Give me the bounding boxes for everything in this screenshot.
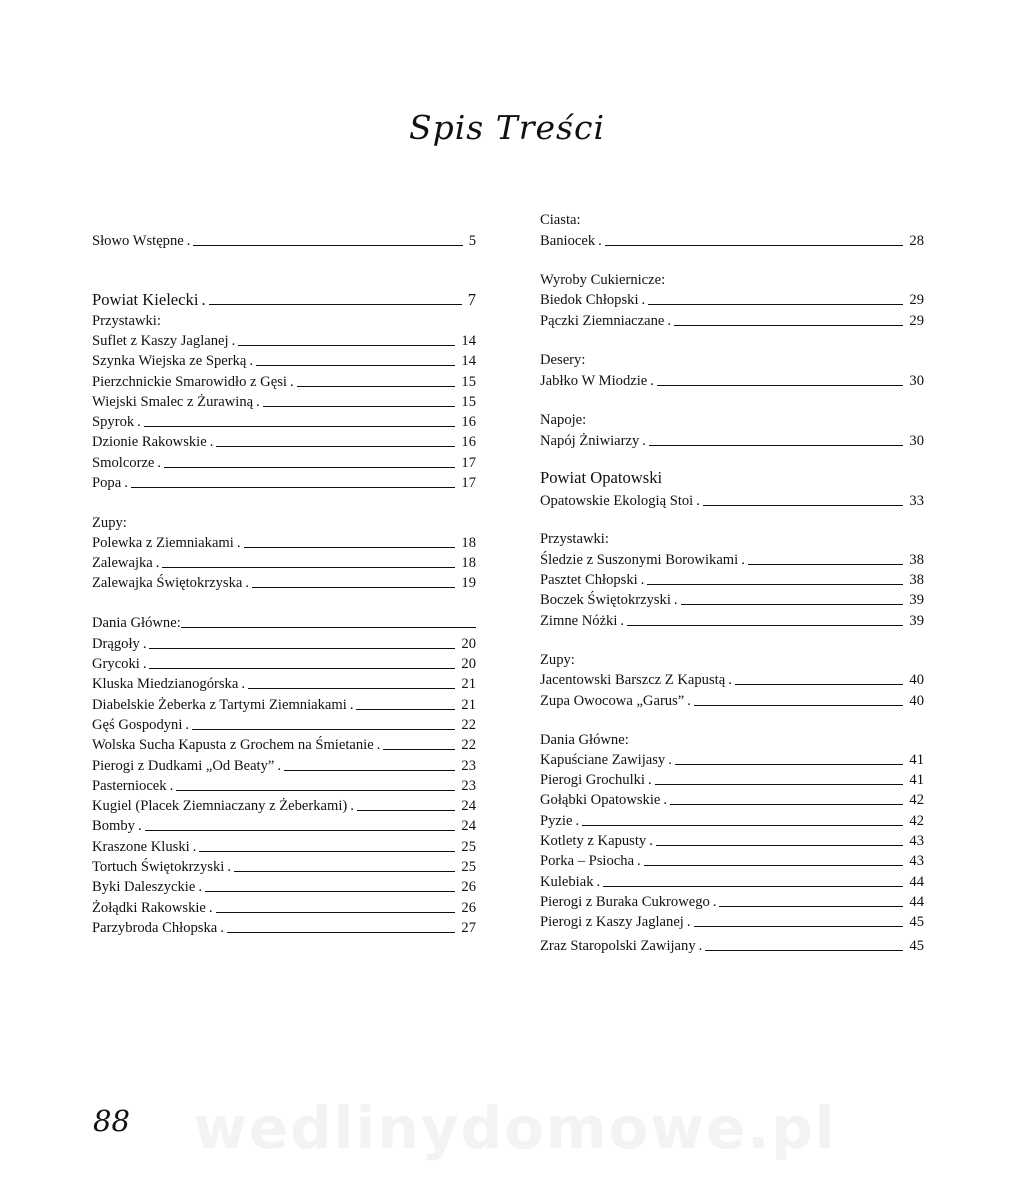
toc-entry[interactable]: Pierogi z Kaszy Jaglanej . 45	[540, 914, 924, 930]
entry-name: Pierogi Grochulki	[540, 772, 645, 788]
entry-page: 30	[909, 373, 924, 389]
entry-name: Żołądki Rakowskie	[92, 900, 206, 916]
entry-page: 44	[909, 874, 924, 890]
toc-entry[interactable]: Słowo Wstępne . 5	[92, 233, 476, 249]
entry-name: Napój Żniwiarzy	[540, 433, 640, 449]
toc-entry[interactable]: Kapuściane Zawijasy . 41	[540, 752, 924, 768]
dot-leader	[647, 584, 903, 585]
dot-leader	[244, 547, 456, 548]
entry-page: 14	[461, 333, 476, 349]
entry-name: Gołąbki Opatowskie	[540, 792, 661, 808]
dot-leader	[227, 932, 456, 933]
dot-leader	[209, 304, 462, 305]
category-heading: Dania Główne:	[92, 615, 181, 631]
entry-page: 23	[461, 778, 476, 794]
toc-entry[interactable]: Parzybroda Chłopska . 27	[92, 920, 476, 936]
entry-name: Pierogi z Dudkami „Od Beaty”	[92, 758, 275, 774]
entry-page: 40	[909, 672, 924, 688]
entry-name: Drągoły	[92, 636, 140, 652]
toc-section-kielecki[interactable]: Powiat Kielecki . 7	[92, 290, 476, 309]
toc-entry[interactable]: Kraszone Kluski . 25	[92, 839, 476, 855]
dot-leader	[297, 386, 456, 387]
entry-page: 43	[909, 853, 924, 869]
entry-page: 14	[461, 353, 476, 369]
category-heading: Napoje:	[540, 412, 587, 428]
toc-entry[interactable]: Szynka Wiejska ze Sperką . 14	[92, 353, 476, 369]
entry-name: Kulebiak	[540, 874, 594, 890]
entry-name: Słowo Wstępne	[92, 233, 184, 249]
toc-entry[interactable]: Tortuch Świętokrzyski . 25	[92, 859, 476, 875]
toc-entry[interactable]: Pierogi Grochulki . 41	[540, 772, 924, 788]
toc-entry[interactable]: Kotlety z Kapusty . 43	[540, 833, 924, 849]
category-heading: Desery:	[540, 352, 586, 368]
toc-entry[interactable]: Opatowskie Ekologią Stoi . 33	[540, 493, 924, 509]
toc-entry[interactable]: Suflet z Kaszy Jaglanej . 14	[92, 333, 476, 349]
toc-entry[interactable]: Smolcorze . 17	[92, 455, 476, 471]
entry-page: 15	[461, 394, 476, 410]
dot-leader	[356, 709, 455, 710]
entry-page: 38	[909, 572, 924, 588]
entry-name: Grycoki	[92, 656, 140, 672]
toc-entry[interactable]: Pączki Ziemniaczane . 29	[540, 313, 924, 329]
entry-page: 30	[909, 433, 924, 449]
toc-entry[interactable]: Boczek Świętokrzyski . 39	[540, 592, 924, 608]
toc-entry[interactable]: Kluska Miedzianogórska . 21	[92, 676, 476, 692]
entry-page: 16	[461, 434, 476, 450]
dot-leader	[705, 950, 903, 951]
dot-leader	[176, 790, 455, 791]
entry-page: 20	[461, 656, 476, 672]
entry-name: Baniocek	[540, 233, 596, 249]
entry-page: 18	[461, 535, 476, 551]
toc-entry[interactable]: Kulebiak . 44	[540, 874, 924, 890]
entry-name: Kapuściane Zawijasy	[540, 752, 666, 768]
toc-entry[interactable]: Pierogi z Buraka Cukrowego . 44	[540, 894, 924, 910]
entry-name: Popa	[92, 475, 122, 491]
category-heading: Zupy:	[540, 652, 575, 668]
entry-name: Dzionie Rakowskie	[92, 434, 207, 450]
entry-page: 29	[909, 292, 924, 308]
entry-name: Powiat Kielecki	[92, 290, 199, 309]
dot-leader	[675, 764, 904, 765]
entry-name: Pasztet Chłopski	[540, 572, 638, 588]
category-heading: Przystawki:	[540, 531, 609, 547]
dot-leader	[284, 770, 455, 771]
toc-entry[interactable]: Biedok Chłopski . 29	[540, 292, 924, 308]
entry-page: 7	[467, 290, 476, 309]
entry-page: 16	[461, 414, 476, 430]
entry-name: Tortuch Świętokrzyski	[92, 859, 225, 875]
entry-name: Zimne Nóżki	[540, 613, 618, 629]
category-heading: Wyroby Cukiernicze:	[540, 272, 666, 288]
entry-page: 42	[909, 792, 924, 808]
dot-leader	[603, 886, 903, 887]
entry-name: Zalewajka	[92, 555, 153, 571]
dot-leader	[256, 365, 455, 366]
dot-leader	[748, 564, 904, 565]
dot-leader	[131, 487, 456, 488]
entry-page: 18	[461, 555, 476, 571]
toc-entry[interactable]: Drągoły . 20	[92, 636, 476, 652]
toc-entry[interactable]: Byki Daleszyckie . 26	[92, 879, 476, 895]
dot-leader	[149, 668, 455, 669]
dot-leader	[670, 804, 903, 805]
toc-entry[interactable]: Pierogi z Dudkami „Od Beaty” . 23	[92, 758, 476, 774]
dot-leader	[655, 784, 904, 785]
entry-page: 40	[909, 693, 924, 709]
dot-leader	[192, 729, 455, 730]
entry-page: 22	[461, 717, 476, 733]
entry-name: Biedok Chłopski	[540, 292, 639, 308]
entry-page: 43	[909, 833, 924, 849]
entry-name: Suflet z Kaszy Jaglanej	[92, 333, 229, 349]
entry-page: 25	[461, 839, 476, 855]
entry-name: Śledzie z Suszonymi Borowikami	[540, 552, 739, 568]
entry-name: Pasterniocek	[92, 778, 167, 794]
toc-entry[interactable]: Żołądki Rakowskie . 26	[92, 900, 476, 916]
entry-name: Jabłko W Miodzie	[540, 373, 648, 389]
dot-leader	[234, 871, 455, 872]
toc-entry[interactable]: Wolska Sucha Kapusta z Grochem na Śmietanie . 22	[92, 737, 476, 753]
dot-leader	[383, 749, 455, 750]
entry-name: Smolcorze	[92, 455, 155, 471]
dot-leader	[252, 587, 455, 588]
dot-leader	[216, 912, 456, 913]
toc-entry[interactable]: Zalewajka Świętokrzyska . 19	[92, 575, 476, 591]
toc-entry[interactable]: Kugiel (Placek Ziemniaczany z Żeberkami) . 24	[92, 798, 476, 814]
dot-leader	[248, 688, 455, 689]
dot-leader	[263, 406, 456, 407]
dot-leader	[181, 627, 476, 628]
toc-entry[interactable]: Pasztet Chłopski . 38	[540, 572, 924, 588]
entry-name: Szynka Wiejska ze Sperką	[92, 353, 247, 369]
dot-leader	[703, 505, 904, 506]
category-heading-row	[92, 613, 476, 633]
entry-page: 44	[909, 894, 924, 910]
dot-leader	[164, 467, 455, 468]
toc-entry[interactable]: Popa . 17	[92, 475, 476, 491]
dot-leader	[357, 810, 455, 811]
category-heading: Przystawki:	[92, 313, 161, 329]
entry-page: 21	[461, 697, 476, 713]
entry-name: Kugiel (Placek Ziemniaczany z Żeberkami)	[92, 798, 348, 814]
entry-name: Bomby	[92, 818, 135, 834]
entry-page: 26	[461, 879, 476, 895]
dot-leader	[162, 567, 455, 568]
dot-leader	[694, 926, 904, 927]
dot-leader	[199, 851, 455, 852]
entry-name: Gęś Gospodyni	[92, 717, 183, 733]
entry-name: Kluska Miedzianogórska	[92, 676, 239, 692]
entry-name: Pączki Ziemniaczane	[540, 313, 665, 329]
dot-leader	[674, 325, 903, 326]
dot-leader	[193, 245, 462, 246]
entry-page: 5	[468, 233, 476, 249]
entry-name: Kraszone Kluski	[92, 839, 190, 855]
dot-leader	[145, 830, 456, 831]
section-heading-opatowski: Powiat Opatowski	[540, 468, 663, 487]
toc-entry[interactable]: Zraz Staropolski Zawijany . 45	[540, 938, 924, 954]
entry-page: 22	[461, 737, 476, 753]
category-heading: Zupy:	[92, 515, 127, 531]
dot-leader	[605, 245, 904, 246]
entry-page: 24	[461, 818, 476, 834]
toc-entry[interactable]: Śledzie z Suszonymi Borowikami . 38	[540, 552, 924, 568]
dot-leader	[216, 446, 455, 447]
entry-name: Opatowskie Ekologią Stoi	[540, 493, 694, 509]
entry-page: 45	[909, 938, 924, 954]
dot-leader	[656, 845, 904, 846]
page-title: Spis Treści	[409, 108, 605, 147]
entry-name: Polewka z Ziemniakami	[92, 535, 234, 551]
entry-name: Pierogi z Buraka Cukrowego	[540, 894, 710, 910]
entry-page: 42	[909, 813, 924, 829]
entry-name: Porka – Psiocha	[540, 853, 635, 869]
dot-leader	[149, 648, 455, 649]
dot-leader	[205, 891, 455, 892]
watermark-text: wedlinydomowe.pl	[193, 1094, 837, 1162]
entry-name: Wiejski Smalec z Żurawiną	[92, 394, 254, 410]
toc-entry[interactable]: Jacentowski Barszcz Z Kapustą . 40	[540, 672, 924, 688]
toc-entry[interactable]: Napój Żniwiarzy . 30	[540, 433, 924, 449]
toc-entry[interactable]: Polewka z Ziemniakami . 18	[92, 535, 476, 551]
entry-page: 24	[461, 798, 476, 814]
dot-leader	[735, 684, 904, 685]
category-heading: Ciasta:	[540, 212, 581, 228]
toc-entry[interactable]: Wiejski Smalec z Żurawiną . 15	[92, 394, 476, 410]
dot-leader	[681, 604, 904, 605]
toc-entry[interactable]: Diabelskie Żeberka z Tartymi Ziemniakami . 21	[92, 697, 476, 713]
entry-page: 38	[909, 552, 924, 568]
entry-name: Zupa Owocowa „Garus”	[540, 693, 685, 709]
toc-entry[interactable]: Pasterniocek . 23	[92, 778, 476, 794]
entry-page: 41	[909, 772, 924, 788]
entry-name: Boczek Świętokrzyski	[540, 592, 671, 608]
category-heading: Dania Główne:	[540, 732, 629, 748]
entry-page: 33	[909, 493, 924, 509]
entry-name: Kotlety z Kapusty	[540, 833, 647, 849]
entry-page: 23	[461, 758, 476, 774]
toc-entry[interactable]: Zimne Nóżki . 39	[540, 613, 924, 629]
toc-entry[interactable]: Zalewajka . 18	[92, 555, 476, 571]
entry-page: 17	[461, 455, 476, 471]
toc-entry[interactable]: Zupa Owocowa „Garus” . 40	[540, 693, 924, 709]
toc-entry[interactable]: Pyzie . 42	[540, 813, 924, 829]
entry-page: 15	[461, 374, 476, 390]
entry-page: 19	[461, 575, 476, 591]
entry-page: 39	[909, 592, 924, 608]
toc-entry[interactable]: Gęś Gospodyni . 22	[92, 717, 476, 733]
entry-page: 41	[909, 752, 924, 768]
dot-leader	[694, 705, 903, 706]
entry-name: Pyzie	[540, 813, 573, 829]
entry-name: Wolska Sucha Kapusta z Grochem na Śmietanie	[92, 737, 374, 753]
dot-leader	[644, 865, 904, 866]
dot-leader	[144, 426, 456, 427]
toc-entry[interactable]: Jabłko W Miodzie . 30	[540, 373, 924, 389]
entry-page: 20	[461, 636, 476, 652]
entry-name: Zalewajka Świętokrzyska	[92, 575, 243, 591]
page-number: 88	[93, 1104, 130, 1138]
dot-leader	[657, 385, 903, 386]
entry-name: Pierogi z Kaszy Jaglanej	[540, 914, 684, 930]
entry-name: Byki Daleszyckie	[92, 879, 196, 895]
dot-leader	[582, 825, 903, 826]
entry-page: 39	[909, 613, 924, 629]
entry-page: 17	[461, 475, 476, 491]
dot-leader	[627, 625, 903, 626]
entry-name: Parzybroda Chłopska	[92, 920, 218, 936]
toc-entry[interactable]: Gołąbki Opatowskie . 42	[540, 792, 924, 808]
entry-page: 45	[909, 914, 924, 930]
dot-leader	[649, 445, 903, 446]
toc-entry[interactable]: Grycoki . 20	[92, 656, 476, 672]
toc-entry[interactable]: Dzionie Rakowskie . 16	[92, 434, 476, 450]
entry-name: Jacentowski Barszcz Z Kapustą	[540, 672, 726, 688]
entry-page: 27	[461, 920, 476, 936]
entry-name: Spyrok	[92, 414, 135, 430]
toc-entry[interactable]: Bomby . 24	[92, 818, 476, 834]
entry-page: 26	[461, 900, 476, 916]
entry-name: Zraz Staropolski Zawijany	[540, 938, 696, 954]
entry-page: 25	[461, 859, 476, 875]
dot-leader	[238, 345, 455, 346]
dot-leader	[648, 304, 903, 305]
toc-entry[interactable]: Baniocek . 28	[540, 233, 924, 249]
dot-leader	[719, 906, 903, 907]
entry-page: 28	[909, 233, 924, 249]
entry-name: Diabelskie Żeberka z Tartymi Ziemniakami	[92, 697, 347, 713]
toc-entry[interactable]: Pierzchnickie Smarowidło z Gęsi . 15	[92, 374, 476, 390]
entry-name: Pierzchnickie Smarowidło z Gęsi	[92, 374, 287, 390]
entry-page: 29	[909, 313, 924, 329]
toc-entry[interactable]: Porka – Psiocha . 43	[540, 853, 924, 869]
toc-entry[interactable]: Spyrok . 16	[92, 414, 476, 430]
entry-page: 21	[461, 676, 476, 692]
